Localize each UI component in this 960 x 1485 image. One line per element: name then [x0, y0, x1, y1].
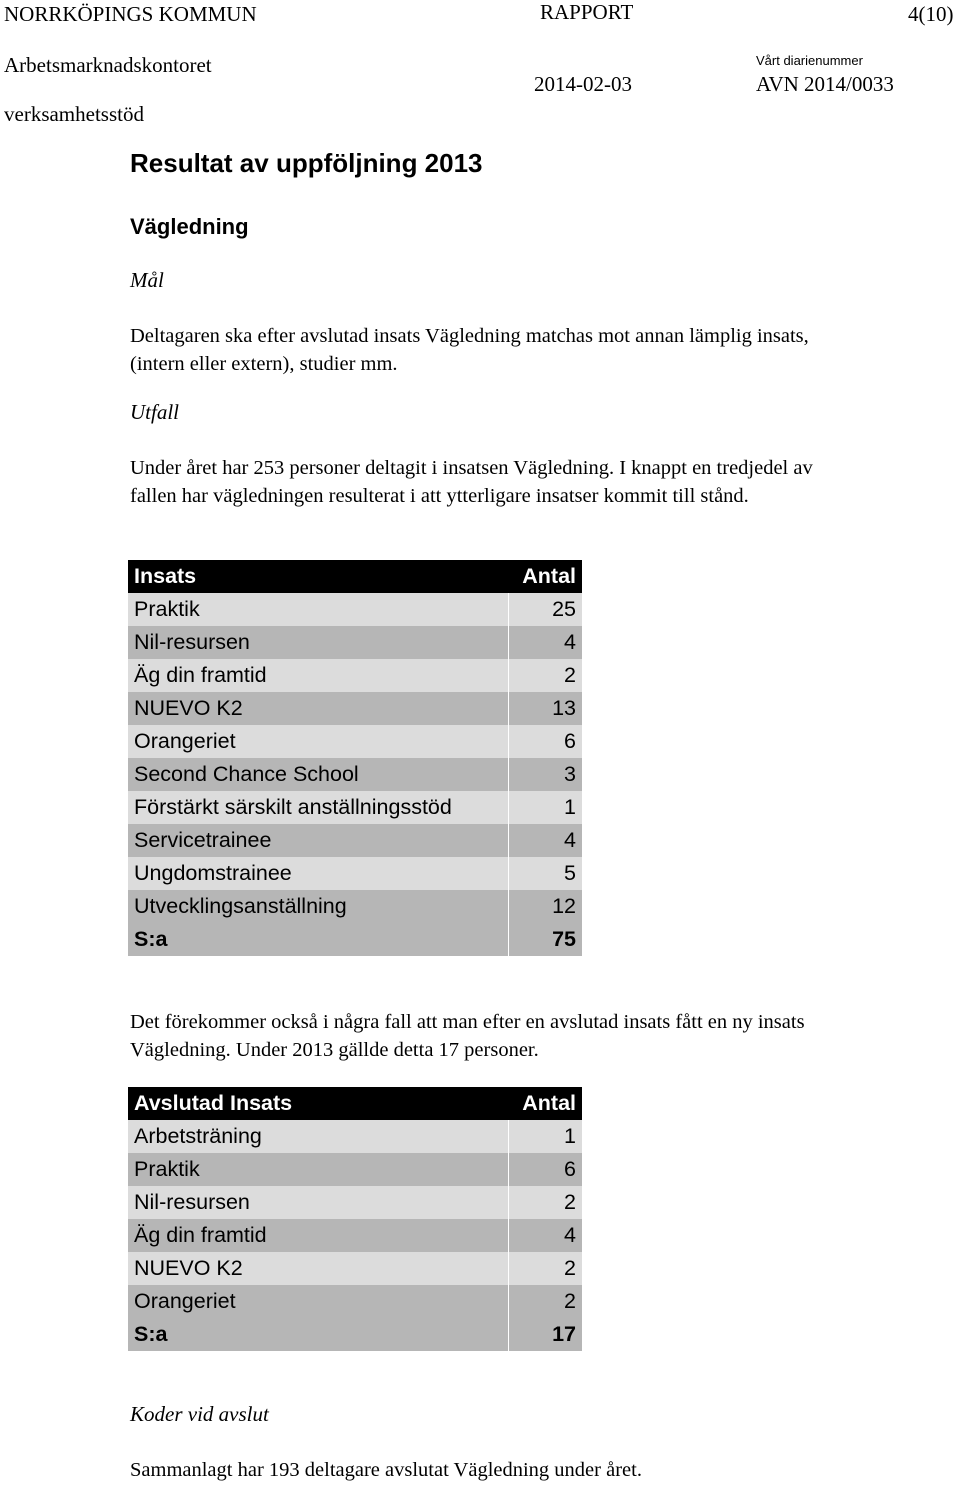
table-header-row	[128, 1087, 582, 1120]
insats-cell: Äg din framtid	[128, 659, 508, 692]
antal-cell: 5	[508, 857, 582, 890]
table-row	[128, 1252, 582, 1285]
antal-cell: 2	[508, 1252, 582, 1285]
diary-number: AVN 2014/0033	[756, 72, 894, 96]
insats-cell: Nil-resursen	[128, 626, 508, 659]
total-label: S:a	[128, 1318, 508, 1351]
closing-paragraph: Sammanlagt har 193 deltagare avslutat Vägledning under året.	[130, 1459, 642, 1481]
antal-cell: 6	[508, 1153, 582, 1186]
table-total-row	[128, 1318, 582, 1351]
insats-cell: Arbetsträning	[128, 1120, 508, 1153]
insats-cell: Förstärkt särskilt anställningsstöd	[128, 791, 508, 824]
codes-heading: Koder vid avslut	[130, 1402, 269, 1426]
insats-cell: NUEVO K2	[128, 1252, 508, 1285]
table-row	[128, 593, 582, 626]
column-header-insats: Insats	[128, 560, 508, 593]
outcome-heading: Utfall	[130, 400, 180, 424]
antal-cell: 12	[508, 890, 582, 923]
insats-table	[128, 560, 582, 956]
total-value: 17	[508, 1318, 582, 1351]
table-row	[128, 1285, 582, 1318]
section-heading: Vägledning	[130, 214, 249, 239]
insats-cell: Second Chance School	[128, 758, 508, 791]
insats-cell: Nil-resursen	[128, 1186, 508, 1219]
table-row	[128, 659, 582, 692]
goal-heading: Mål	[130, 268, 164, 292]
antal-cell: 13	[508, 692, 582, 725]
table-header-row	[128, 560, 582, 593]
diary-number-label: Vårt diarienummer	[756, 53, 863, 68]
antal-cell: 2	[508, 659, 582, 692]
table-row	[128, 758, 582, 791]
document-type: RAPPORT	[540, 0, 634, 24]
table-total-row	[128, 923, 582, 956]
table-row	[128, 725, 582, 758]
column-header-antal: Antal	[508, 1087, 582, 1120]
antal-cell: 1	[508, 791, 582, 824]
insats-cell: Ungdomstrainee	[128, 857, 508, 890]
table-row	[128, 857, 582, 890]
insats-cell: Praktik	[128, 1153, 508, 1186]
page-title: Resultat av uppföljning 2013	[130, 148, 483, 178]
antal-cell: 4	[508, 824, 582, 857]
column-header-antal: Antal	[508, 560, 582, 593]
goal-paragraph: Deltagaren ska efter avslutad insats Vägledning matchas mot annan lämplig insats, (intern eller extern), studier mm.	[130, 325, 809, 375]
total-value: 75	[508, 923, 582, 956]
insats-cell: Äg din framtid	[128, 1219, 508, 1252]
antal-cell: 4	[508, 626, 582, 659]
table-row	[128, 692, 582, 725]
department-name: Arbetsmarknadskontoret	[4, 53, 212, 77]
insats-cell: Orangeriet	[128, 1285, 508, 1318]
insats-cell: NUEVO K2	[128, 692, 508, 725]
document-date: 2014-02-03	[534, 72, 632, 96]
insats-cell: Servicetrainee	[128, 824, 508, 857]
table-row	[128, 890, 582, 923]
table-row	[128, 1153, 582, 1186]
antal-cell: 1	[508, 1120, 582, 1153]
table-row	[128, 1186, 582, 1219]
antal-cell: 25	[508, 593, 582, 626]
insats-cell: Praktik	[128, 593, 508, 626]
table-row	[128, 791, 582, 824]
antal-cell: 4	[508, 1219, 582, 1252]
table-row	[128, 1120, 582, 1153]
antal-cell: 6	[508, 725, 582, 758]
page-number: 4(10)	[908, 2, 954, 26]
outcome-paragraph: Under året har 253 personer deltagit i insatsen Vägledning. I knappt en tredjedel av fallen har vägledningen resulterat i att ytterligare insatser kommit till stånd.	[130, 457, 813, 507]
antal-cell: 3	[508, 758, 582, 791]
table-row	[128, 1219, 582, 1252]
insats-cell: Utvecklingsanställning	[128, 890, 508, 923]
avslutad-insats-table	[128, 1087, 582, 1351]
antal-cell: 2	[508, 1285, 582, 1318]
total-label: S:a	[128, 923, 508, 956]
antal-cell: 2	[508, 1186, 582, 1219]
table-row	[128, 626, 582, 659]
insats-cell: Orangeriet	[128, 725, 508, 758]
table-row	[128, 824, 582, 857]
column-header-avslutad-insats: Avslutad Insats	[128, 1087, 508, 1120]
organization-name: NORRKÖPINGS KOMMUN	[4, 2, 257, 26]
unit-name: verksamhetsstöd	[4, 102, 144, 126]
middle-paragraph: Det förekommer också i några fall att man efter en avslutad insats fått en ny insats Vägledning. Under 2013 gällde detta 17 personer.	[130, 1011, 805, 1061]
